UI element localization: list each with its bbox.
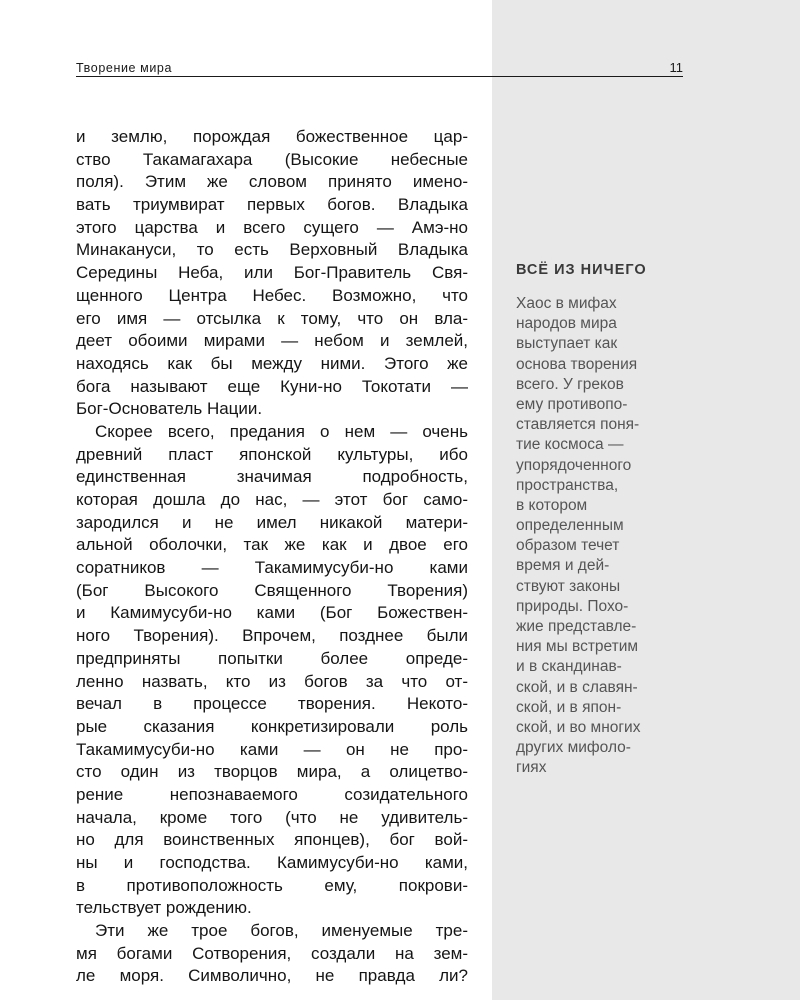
sidebar-line: других мифоло- (516, 739, 631, 757)
sidebar-line: ствуют законы (516, 577, 621, 595)
sidebar-line: народов мира (516, 315, 617, 333)
sidebar-line: природы. Похо- (516, 597, 629, 615)
text-line: ного Творения). Впрочем, позднее были (76, 626, 468, 646)
text-line: но для воинственных японцев), бог вой- (76, 830, 468, 850)
text-line: начала, кроме того (что не удивитель- (76, 807, 468, 827)
sidebar-line: ской, и в славян- (516, 678, 638, 696)
text-line: Середины Неба, или Бог-Правитель Свя- (76, 263, 468, 283)
sidebar-line: в котором (516, 496, 588, 514)
text-line: зародился и не имел никакой матери- (76, 512, 468, 532)
text-line: ле моря. Символично, не правда ли? (76, 966, 468, 986)
sidebar-line: ской, и во многих (516, 718, 641, 736)
text-line: ны и господства. Камимусуби-но ками, (76, 853, 468, 872)
sidebar-line: и в скандинав- (516, 658, 622, 676)
sidebar-line: ния мы встретим (516, 638, 639, 656)
text-line: ленно назвать, кто из богов за что от- (76, 671, 468, 691)
sidebar-note (516, 260, 686, 779)
sidebar-text (516, 294, 686, 779)
text-line: деет обоими мирами — небом и землей, (76, 331, 468, 351)
sidebar-line: ской, и в япон- (516, 698, 622, 716)
text-line: Такамимусуби-но ками — он не про- (76, 739, 468, 759)
sidebar-line: основа творения (516, 355, 638, 373)
text-line: Минакануси, то есть Верховный Владыка (76, 240, 468, 260)
sidebar-line: упорядоченного (516, 456, 632, 474)
text-line: бога называют еще Куни-но Токотати — (76, 376, 468, 396)
text-line: рые сказания конкретизировали роль (76, 716, 468, 736)
text-line: Бог-Основатель Нации. (76, 399, 263, 419)
sidebar-line: Хаос в мифах (516, 295, 617, 312)
sidebar-line: определенным (516, 517, 624, 535)
sidebar-line: пространства, (516, 476, 619, 494)
text-line: и землю, порождая божественное цар- (76, 127, 468, 146)
running-head: Творение мира (76, 61, 173, 75)
sidebar-line: ставляется поня- (516, 416, 640, 434)
text-line: находясь как бы между ними. Этого же (76, 353, 468, 373)
text-line: и Камимусуби-но ками (Бог Божествен- (76, 603, 468, 623)
text-line: поля). Этим же словом принято имено- (76, 172, 468, 192)
text-line: альной оболочки, так же как и двое его (76, 535, 468, 555)
text-line: ство Такамагахара (Высокие небесные (76, 149, 468, 169)
sidebar-line: жие представле- (516, 618, 637, 635)
sidebar-line: всего. У греков (516, 375, 624, 393)
sidebar-line: образом течет (516, 537, 620, 555)
page-header (76, 60, 683, 77)
text-line: мя богами Сотворения, создали на зем- (76, 943, 468, 963)
text-line: Скорее всего, предания о нем — очень (95, 421, 468, 441)
sidebar-line: выступает как (516, 335, 618, 353)
sidebar-line: время и дей- (516, 557, 610, 575)
text-line: тельствует рождению. (76, 898, 252, 918)
text-line: сто один из творцов мира, а олицетво- (76, 762, 468, 782)
text-line: в противоположность ему, покрови- (76, 875, 468, 895)
text-line: древний пласт японской культуры, ибо (76, 444, 468, 464)
sidebar-title: ВСЁ ИЗ НИЧЕГО (516, 262, 647, 278)
sidebar-line: ему противопо- (516, 395, 628, 413)
text-line: (Бог Высокого Священного Творения) (76, 580, 468, 600)
main-text (76, 126, 468, 988)
text-line: которая дошла до нас, — этот бог само- (76, 490, 468, 509)
text-line: щенного Центра Небес. Возможно, что (76, 285, 468, 305)
page-number: 11 (669, 60, 683, 75)
sidebar-line: тие космоса — (516, 436, 624, 454)
text-line: соратников — Такамимусуби-но ками (76, 558, 468, 578)
text-line: его имя — отсылка к тому, что он вла- (76, 308, 468, 328)
text-line: вать триумвират первых богов. Владыка (76, 195, 468, 215)
text-line: Эти же трое богов, именуемые тре- (95, 921, 468, 941)
text-line: этого царства и всего сущего — Амэ-но (76, 217, 468, 237)
text-line: вечал в процессе творения. Некото- (76, 694, 468, 714)
text-line: предприняты попытки более опреде- (76, 648, 468, 668)
sidebar-line: гиях (516, 759, 547, 777)
text-line: единственная значимая подробность, (76, 467, 468, 487)
text-line: рение непознаваемого созидательного (76, 784, 468, 804)
